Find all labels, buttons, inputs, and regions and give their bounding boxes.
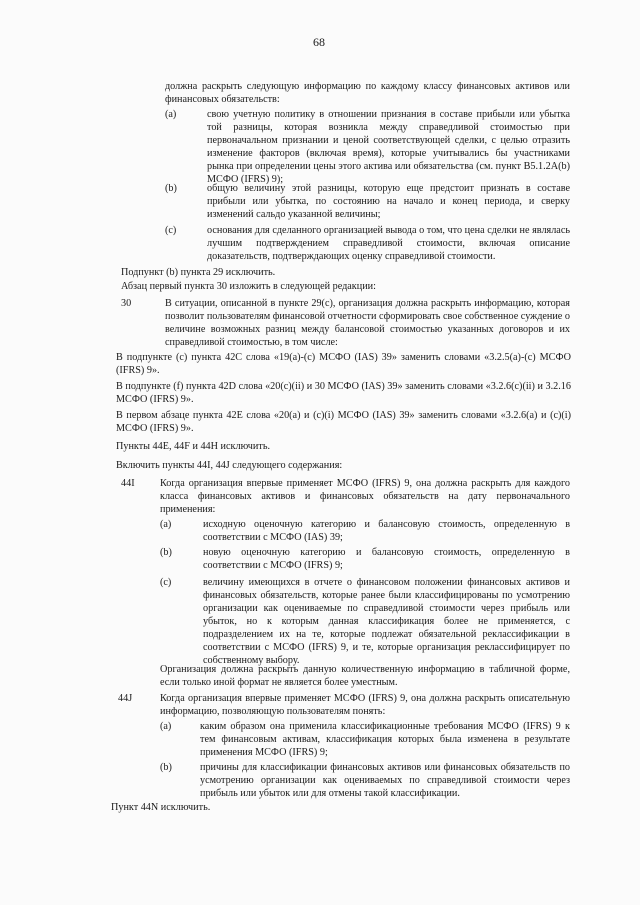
clause-text-44j: Когда организация впервые применяет МСФО (IFRS) 9, она должна раскрыть описательную информацию, позволяющую пользователям понять:: [160, 693, 570, 717]
item-text-a: свою учетную политику в отношении признания в составе прибыли или убытка той разницы, которая возникла между справедливой стоимостью при первоначальном признании и ценой соответствующей сделки, с целью отразить изменение факторов (включая время), которые учитывались бы участниками рынка при определении цены этого актива или обязательства (см. пункт В5.1.2А(b) МСФО (IFRS) 9);: [207, 109, 570, 185]
item-marker-c: (c): [165, 225, 177, 236]
paragraph-44e: Пункты 44Е, 44F и 44Н исключить.: [116, 441, 271, 452]
item-marker-44i-b: (b): [160, 547, 172, 558]
clause-text-44i: Когда организация впервые применяет МСФО (IFRS) 9, она должна раскрыть для каждого класса финансовых активов и финансовых обязательств на дату первоначального применения:: [160, 478, 570, 515]
item-marker-b: (b): [165, 183, 177, 194]
intro-paragraph: должна раскрыть следующую информацию по каждому классу финансовых активов или финансовых обязательств:: [165, 81, 570, 105]
paragraph-44n: Пункт 44N исключить.: [111, 802, 211, 813]
item-text-b: общую величину этой разницы, которую еще предстоит признать в составе прибыли или убытка, по состоянию на начало и конец периода, и сверку изменений сальдо указанной величины;: [207, 183, 570, 220]
clause-number-44j: 44J: [118, 693, 133, 704]
clause-44i-note: Организация должна раскрыть данную количественную информацию в табличной форме, если только иной формат не является более уместным.: [160, 664, 570, 688]
item-text-44j-a: каким образом она применила классификационные требования МСФО (IFRS) 9 к тем финансовым активам, классификация которых была изменена в результате применения МСФО (IFRS) 9;: [200, 721, 570, 758]
item-marker-a: (a): [165, 109, 177, 120]
paragraph-29b: Подпункт (b) пункта 29 исключить.: [121, 267, 276, 278]
item-marker-44j-a: (a): [160, 721, 172, 732]
item-text-44i-c: величину имеющихся в отчете о финансовом положении финансовых активов и финансовых обязательств, которые ранее были классифицированы по усмотрению организации как оцениваемые по справедливой стоимости через прибыль или убыток, но к которым данная классификация более не применяется, с подразделением их на те, которые подлежат обязательной реклассификации в соответствии с МСФО (IFRS) 9, и те, которые организация реклассифицирует по собственному выбору.: [203, 577, 570, 666]
page-number: 68: [313, 35, 325, 49]
item-text-c: основания для сделанного организацией вывода о том, что цена сделки не являлась лучшим подтверждением справедливой стоимости, включая описание доказательств, подтверждающих оценку справедливой стоимости.: [207, 225, 570, 262]
item-marker-44i-a: (a): [160, 519, 172, 530]
paragraph-42e: В первом абзаце пункта 42Е слова «20(a) и (c)(i) МСФО (IAS) 39» заменить словами «3.2.6(a) и (c)(i) МСФО (IFRS) 9».: [116, 410, 571, 434]
item-text-44i-b: новую оценочную категорию и балансовую стоимость, определенную в соответствии с МСФО (IFRS) 9;: [203, 547, 570, 571]
item-marker-44j-b: (b): [160, 762, 172, 773]
paragraph-include: Включить пункты 44I, 44J следующего содержания:: [116, 460, 343, 471]
item-text-44j-b: причины для классификации финансовых активов или финансовых обязательств по усмотрению организации как оцениваемых по справедливой стоимости через прибыль или убыток или для отмены такой классификации.: [200, 762, 570, 799]
clause-number-30: 30: [121, 298, 132, 309]
item-marker-44i-c: (c): [160, 577, 172, 588]
paragraph-42d: В подпункте (f) пункта 42D слова «20(c)(ii) и 30 МСФО (IAS) 39» заменить словами «3.2.6(c)(ii) и 3.2.16 МСФО (IFRS) 9».: [116, 381, 571, 405]
paragraph-42c: В подпункте (c) пункта 42С слова «19(a)-(c) МСФО (IAS) 39» заменить словами «3.2.5(a)-(c) МСФО (IFRS) 9».: [116, 352, 571, 376]
item-text-44i-a: исходную оценочную категорию и балансовую стоимость, определенную в соответствии с МСФО (IAS) 39;: [203, 519, 570, 543]
clause-number-44i: 44I: [121, 478, 135, 489]
clause-text-30: В ситуации, описанной в пункте 29(c), организация должна раскрыть информацию, которая позволит пользователям финансовой отчетности сформировать свое собственное суждение о величине возможных разниц между балансовой стоимостью указанных договоров и их справедливой стоимостью, в том числе:: [165, 298, 570, 348]
paragraph-30-intro: Абзац первый пункта 30 изложить в следующей редакции:: [121, 281, 376, 292]
